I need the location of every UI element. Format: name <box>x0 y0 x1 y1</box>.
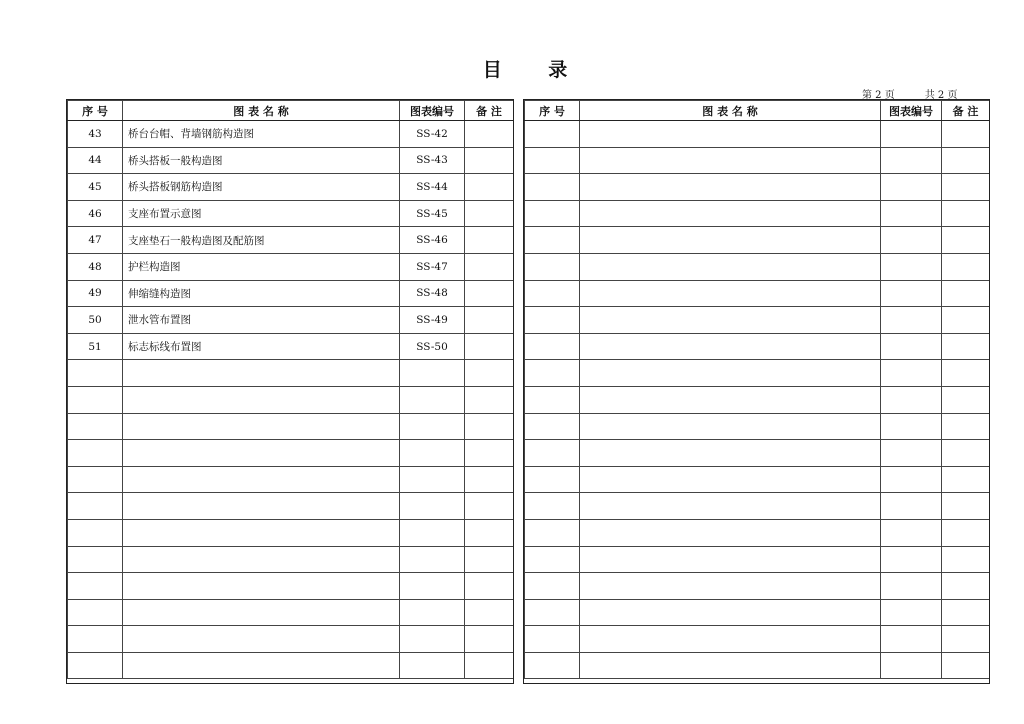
row-code-cell <box>400 652 465 679</box>
row-seq-cell <box>525 626 580 653</box>
row-code-cell <box>881 466 942 493</box>
row-note-cell <box>465 573 514 600</box>
row-note-cell <box>942 440 990 467</box>
table-row <box>68 307 514 334</box>
row-seq-cell: 46 <box>68 200 123 227</box>
row-note-cell <box>465 546 514 573</box>
row-seq-cell <box>525 147 580 174</box>
row-note-cell <box>465 440 514 467</box>
row-seq-cell <box>525 280 580 307</box>
row-code-cell <box>881 200 942 227</box>
row-code-cell <box>400 626 465 653</box>
table-row <box>68 519 514 546</box>
row-note-cell <box>942 174 990 201</box>
table-row <box>68 147 514 174</box>
row-note-cell <box>942 599 990 626</box>
table-row <box>68 200 514 227</box>
row-name-cell <box>123 466 400 493</box>
row-name-cell <box>580 546 881 573</box>
row-note-cell <box>942 307 990 334</box>
current-page-label: 第 2 页 <box>862 90 895 101</box>
row-code-cell <box>881 519 942 546</box>
row-seq-cell <box>525 573 580 600</box>
row-code-cell <box>400 546 465 573</box>
row-note-cell <box>942 652 990 679</box>
row-name-cell <box>123 652 400 679</box>
row-note-cell <box>942 147 990 174</box>
row-seq-cell <box>68 493 123 520</box>
header-code: 图表编号 <box>400 101 465 121</box>
row-note-cell <box>465 386 514 413</box>
row-seq-cell: 44 <box>68 147 123 174</box>
row-seq-cell <box>68 546 123 573</box>
table-row <box>68 121 514 148</box>
table-row <box>68 626 514 653</box>
row-note-cell <box>942 493 990 520</box>
row-seq-cell <box>68 573 123 600</box>
row-note-cell <box>465 599 514 626</box>
table-row <box>525 121 990 148</box>
row-name-cell <box>580 519 881 546</box>
table-row <box>525 546 990 573</box>
row-code-cell: SS-43 <box>400 147 465 174</box>
table-row <box>68 360 514 387</box>
table-row <box>525 599 990 626</box>
row-seq-cell <box>525 519 580 546</box>
row-name-cell: 桥台台帽、背墙钢筋构造图 <box>123 121 400 148</box>
row-seq-cell <box>525 307 580 334</box>
header-note: 备 注 <box>465 101 514 121</box>
row-name-cell <box>580 573 881 600</box>
row-code-cell <box>881 440 942 467</box>
row-note-cell <box>942 519 990 546</box>
row-code-cell <box>881 626 942 653</box>
row-note-cell <box>465 253 514 280</box>
row-name-cell: 支座布置示意图 <box>123 200 400 227</box>
row-name-cell <box>580 626 881 653</box>
row-seq-cell <box>525 174 580 201</box>
row-note-cell <box>465 307 514 334</box>
row-note-cell <box>942 280 990 307</box>
table-row <box>68 174 514 201</box>
row-name-cell <box>123 493 400 520</box>
row-seq-cell: 47 <box>68 227 123 254</box>
table-row <box>525 440 990 467</box>
row-name-cell <box>580 466 881 493</box>
table-row <box>525 386 990 413</box>
table-row <box>525 413 990 440</box>
row-code-cell: SS-50 <box>400 333 465 360</box>
header-name: 图 表 名 称 <box>580 101 881 121</box>
row-note-cell <box>465 652 514 679</box>
row-code-cell <box>881 573 942 600</box>
table-row <box>68 440 514 467</box>
table-row <box>68 280 514 307</box>
row-note-cell <box>942 253 990 280</box>
row-name-cell <box>580 652 881 679</box>
table-row <box>525 626 990 653</box>
row-code-cell <box>400 440 465 467</box>
table-row <box>525 280 990 307</box>
row-code-cell <box>881 599 942 626</box>
row-name-cell <box>580 307 881 334</box>
row-name-cell <box>580 174 881 201</box>
row-note-cell <box>465 360 514 387</box>
row-note-cell <box>465 493 514 520</box>
row-note-cell <box>942 121 990 148</box>
row-name-cell: 泄水管布置图 <box>123 307 400 334</box>
table-row <box>525 519 990 546</box>
table-row <box>525 200 990 227</box>
row-code-cell <box>881 360 942 387</box>
row-code-cell <box>881 280 942 307</box>
row-name-cell <box>580 147 881 174</box>
row-code-cell: SS-49 <box>400 307 465 334</box>
row-name-cell <box>123 413 400 440</box>
table-row <box>68 652 514 679</box>
row-note-cell <box>942 227 990 254</box>
row-seq-cell <box>525 386 580 413</box>
row-name-cell <box>123 546 400 573</box>
row-seq-cell <box>68 360 123 387</box>
row-seq-cell <box>68 599 123 626</box>
row-note-cell <box>465 147 514 174</box>
row-code-cell <box>881 493 942 520</box>
row-seq-cell <box>68 466 123 493</box>
header-seq: 序 号 <box>525 101 580 121</box>
table-row <box>68 227 514 254</box>
row-code-cell <box>881 253 942 280</box>
row-note-cell <box>465 333 514 360</box>
row-note-cell <box>465 200 514 227</box>
row-seq-cell <box>525 227 580 254</box>
row-name-cell <box>123 573 400 600</box>
row-seq-cell: 43 <box>68 121 123 148</box>
row-code-cell <box>881 147 942 174</box>
row-note-cell <box>465 413 514 440</box>
row-name-cell: 桥头搭板钢筋构造图 <box>123 174 400 201</box>
index-table-right <box>524 100 990 679</box>
row-name-cell <box>123 386 400 413</box>
row-code-cell <box>400 386 465 413</box>
row-name-cell <box>123 440 400 467</box>
table-row <box>68 546 514 573</box>
row-seq-cell <box>525 360 580 387</box>
row-code-cell <box>400 413 465 440</box>
row-name-cell <box>123 360 400 387</box>
row-note-cell <box>942 360 990 387</box>
row-code-cell <box>881 227 942 254</box>
row-code-cell <box>881 174 942 201</box>
row-note-cell <box>942 466 990 493</box>
row-seq-cell: 51 <box>68 333 123 360</box>
row-name-cell <box>580 386 881 413</box>
header-name: 图 表 名 称 <box>123 101 400 121</box>
table-row <box>68 573 514 600</box>
row-name-cell <box>580 227 881 254</box>
row-name-cell <box>123 599 400 626</box>
table-row <box>68 253 514 280</box>
table-header-row <box>525 101 990 121</box>
row-name-cell <box>580 413 881 440</box>
header-note: 备 注 <box>942 101 990 121</box>
row-seq-cell <box>68 386 123 413</box>
table-row <box>68 386 514 413</box>
row-seq-cell <box>525 253 580 280</box>
row-seq-cell <box>525 493 580 520</box>
row-seq-cell: 50 <box>68 307 123 334</box>
table-row <box>525 147 990 174</box>
row-seq-cell <box>525 466 580 493</box>
row-code-cell <box>881 413 942 440</box>
row-name-cell: 伸缩缝构造图 <box>123 280 400 307</box>
row-name-cell: 护栏构造图 <box>123 253 400 280</box>
table-row <box>525 652 990 679</box>
table-row <box>525 466 990 493</box>
table-row <box>525 174 990 201</box>
row-code-cell <box>881 652 942 679</box>
row-name-cell <box>580 440 881 467</box>
row-seq-cell <box>525 413 580 440</box>
row-seq-cell <box>525 546 580 573</box>
row-code-cell: SS-45 <box>400 200 465 227</box>
row-name-cell <box>580 253 881 280</box>
row-code-cell <box>881 386 942 413</box>
row-name-cell <box>580 493 881 520</box>
row-note-cell <box>465 519 514 546</box>
row-seq-cell <box>68 519 123 546</box>
table-row <box>68 599 514 626</box>
row-seq-cell <box>525 599 580 626</box>
row-code-cell <box>881 121 942 148</box>
row-code-cell: SS-47 <box>400 253 465 280</box>
row-note-cell <box>465 174 514 201</box>
row-note-cell <box>942 200 990 227</box>
row-seq-cell <box>68 652 123 679</box>
index-table-left <box>67 100 514 679</box>
row-code-cell <box>400 519 465 546</box>
row-name-cell <box>580 360 881 387</box>
row-name-cell <box>580 599 881 626</box>
row-code-cell <box>400 599 465 626</box>
row-note-cell <box>465 121 514 148</box>
row-code-cell <box>881 307 942 334</box>
row-code-cell <box>881 333 942 360</box>
row-seq-cell <box>525 121 580 148</box>
table-row <box>68 333 514 360</box>
row-note-cell <box>942 333 990 360</box>
page-number-info <box>862 86 957 101</box>
table-row <box>525 307 990 334</box>
page-title: 目 录 <box>482 59 588 81</box>
table-row <box>525 333 990 360</box>
row-note-cell <box>942 386 990 413</box>
row-name-cell <box>123 626 400 653</box>
row-code-cell: SS-46 <box>400 227 465 254</box>
table-row <box>525 493 990 520</box>
row-note-cell <box>465 280 514 307</box>
row-seq-cell <box>525 440 580 467</box>
row-code-cell: SS-44 <box>400 174 465 201</box>
total-pages-label: 共 2 页 <box>924 90 958 101</box>
row-name-cell <box>580 121 881 148</box>
header-code: 图表编号 <box>881 101 942 121</box>
row-seq-cell <box>525 200 580 227</box>
row-note-cell <box>465 626 514 653</box>
row-code-cell: SS-48 <box>400 280 465 307</box>
row-note-cell <box>942 413 990 440</box>
row-code-cell <box>400 493 465 520</box>
table-row <box>525 227 990 254</box>
row-code-cell <box>400 573 465 600</box>
table-row <box>525 253 990 280</box>
row-name-cell: 标志标线布置图 <box>123 333 400 360</box>
table-row <box>68 466 514 493</box>
row-name-cell <box>580 333 881 360</box>
row-seq-cell <box>525 333 580 360</box>
row-seq-cell <box>68 413 123 440</box>
row-seq-cell <box>68 626 123 653</box>
row-seq-cell <box>68 440 123 467</box>
row-seq-cell: 45 <box>68 174 123 201</box>
row-seq-cell <box>525 652 580 679</box>
row-name-cell: 桥头搭板一般构造图 <box>123 147 400 174</box>
table-row <box>525 360 990 387</box>
row-note-cell <box>465 466 514 493</box>
table-header-row <box>68 101 514 121</box>
row-note-cell <box>942 573 990 600</box>
row-name-cell <box>580 280 881 307</box>
row-note-cell <box>465 227 514 254</box>
table-row <box>525 573 990 600</box>
row-name-cell: 支座垫石一般构造图及配筋图 <box>123 227 400 254</box>
row-note-cell <box>942 626 990 653</box>
table-row <box>68 493 514 520</box>
row-code-cell <box>400 466 465 493</box>
row-code-cell: SS-42 <box>400 121 465 148</box>
row-seq-cell: 49 <box>68 280 123 307</box>
row-code-cell <box>400 360 465 387</box>
row-code-cell <box>881 546 942 573</box>
row-name-cell <box>580 200 881 227</box>
header-seq: 序 号 <box>68 101 123 121</box>
row-name-cell <box>123 519 400 546</box>
row-seq-cell: 48 <box>68 253 123 280</box>
table-row <box>68 413 514 440</box>
row-note-cell <box>942 546 990 573</box>
